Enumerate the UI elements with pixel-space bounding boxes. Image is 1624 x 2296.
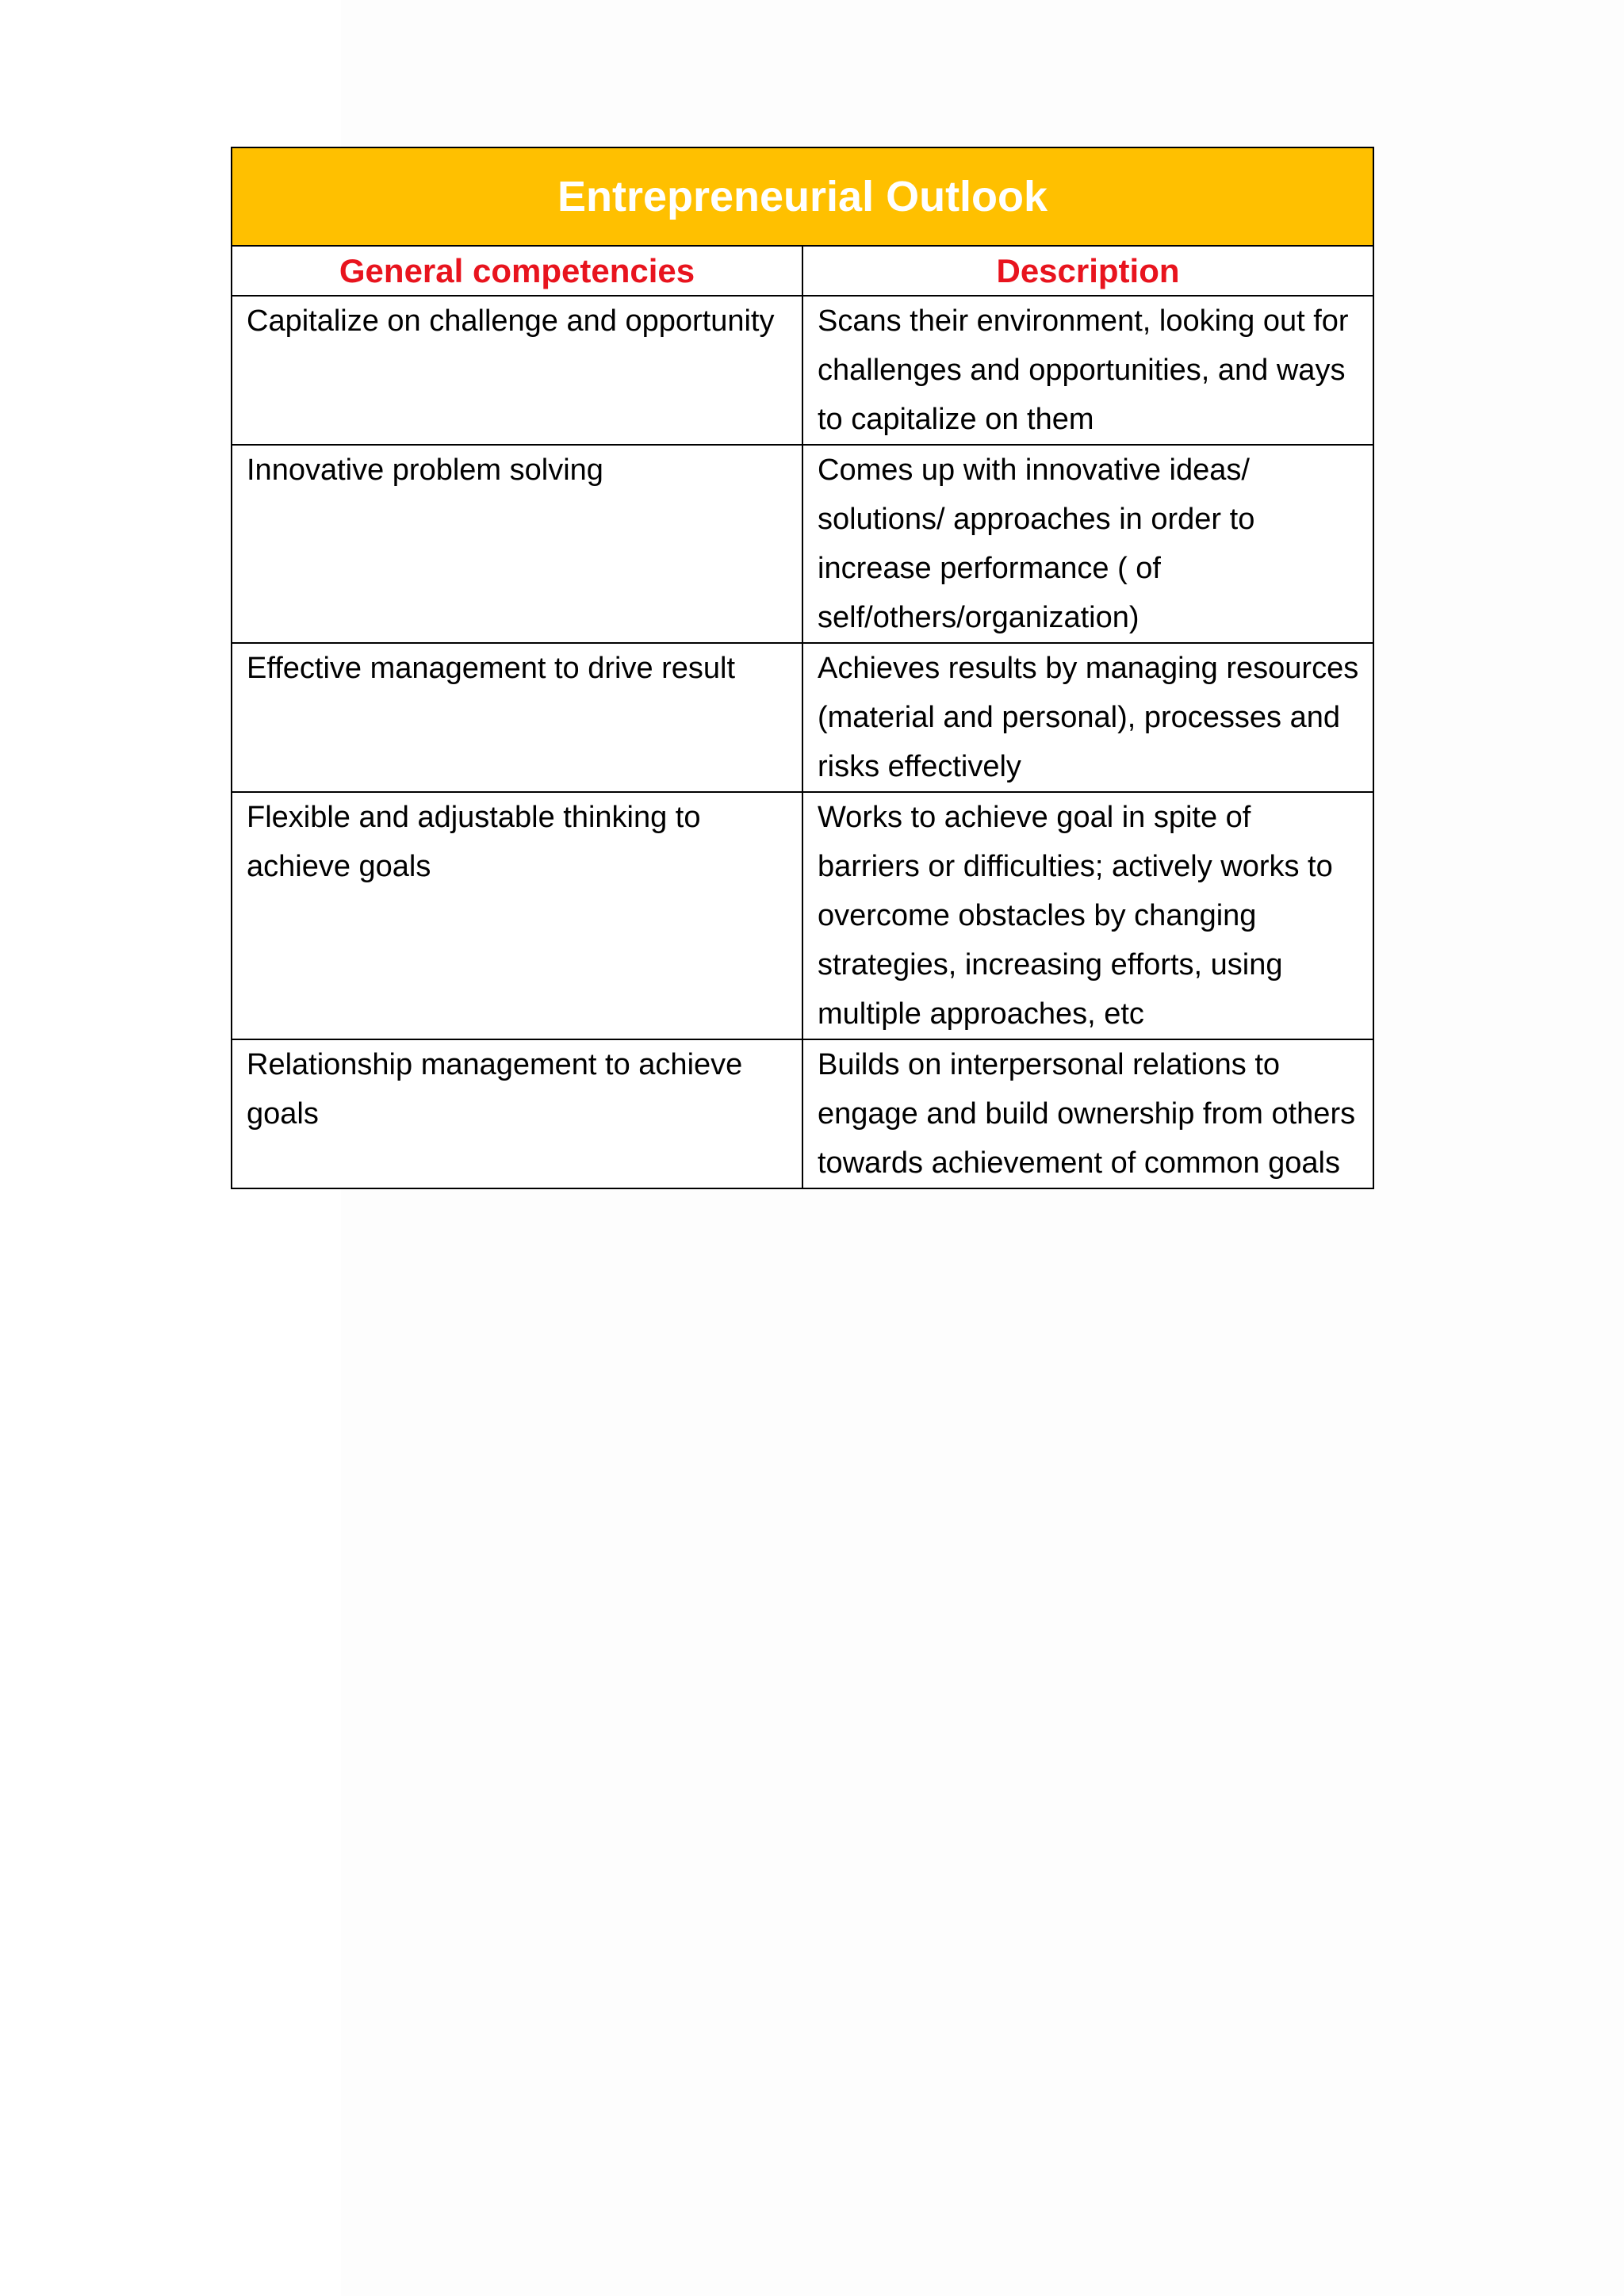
competency-cell: Capitalize on challenge and opportunity [232, 296, 802, 445]
competency-cell: Effective management to drive result [232, 643, 802, 792]
description-cell: Works to achieve goal in spite of barriers or difficulties; actively works to overcome obstacles by changing strategies, increasing efforts, using multiple approaches, etc [802, 792, 1373, 1039]
description-cell: Scans their environment, looking out for challenges and opportunities, and ways to capitalize on them [802, 296, 1373, 445]
column-header-competencies: General competencies [232, 246, 802, 296]
table-title: Entrepreneurial Outlook [232, 147, 1373, 246]
competency-table [231, 147, 1374, 1189]
competency-cell: Innovative problem solving [232, 445, 802, 643]
title-row [232, 147, 1373, 246]
table-row [232, 792, 1373, 1039]
description-cell: Builds on interpersonal relations to engage and build ownership from others towards achievement of common goals [802, 1039, 1373, 1188]
table-row [232, 445, 1373, 643]
competency-cell: Flexible and adjustable thinking to achieve goals [232, 792, 802, 1039]
table-row [232, 296, 1373, 445]
competency-cell: Relationship management to achieve goals [232, 1039, 802, 1188]
description-cell: Achieves results by managing resources (material and personal), processes and risks effectively [802, 643, 1373, 792]
description-cell: Comes up with innovative ideas/ solutions/ approaches in order to increase performance ( of self/others/organization) [802, 445, 1373, 643]
column-header-description: Description [802, 246, 1373, 296]
header-row [232, 246, 1373, 296]
table-row [232, 643, 1373, 792]
table-row [232, 1039, 1373, 1188]
